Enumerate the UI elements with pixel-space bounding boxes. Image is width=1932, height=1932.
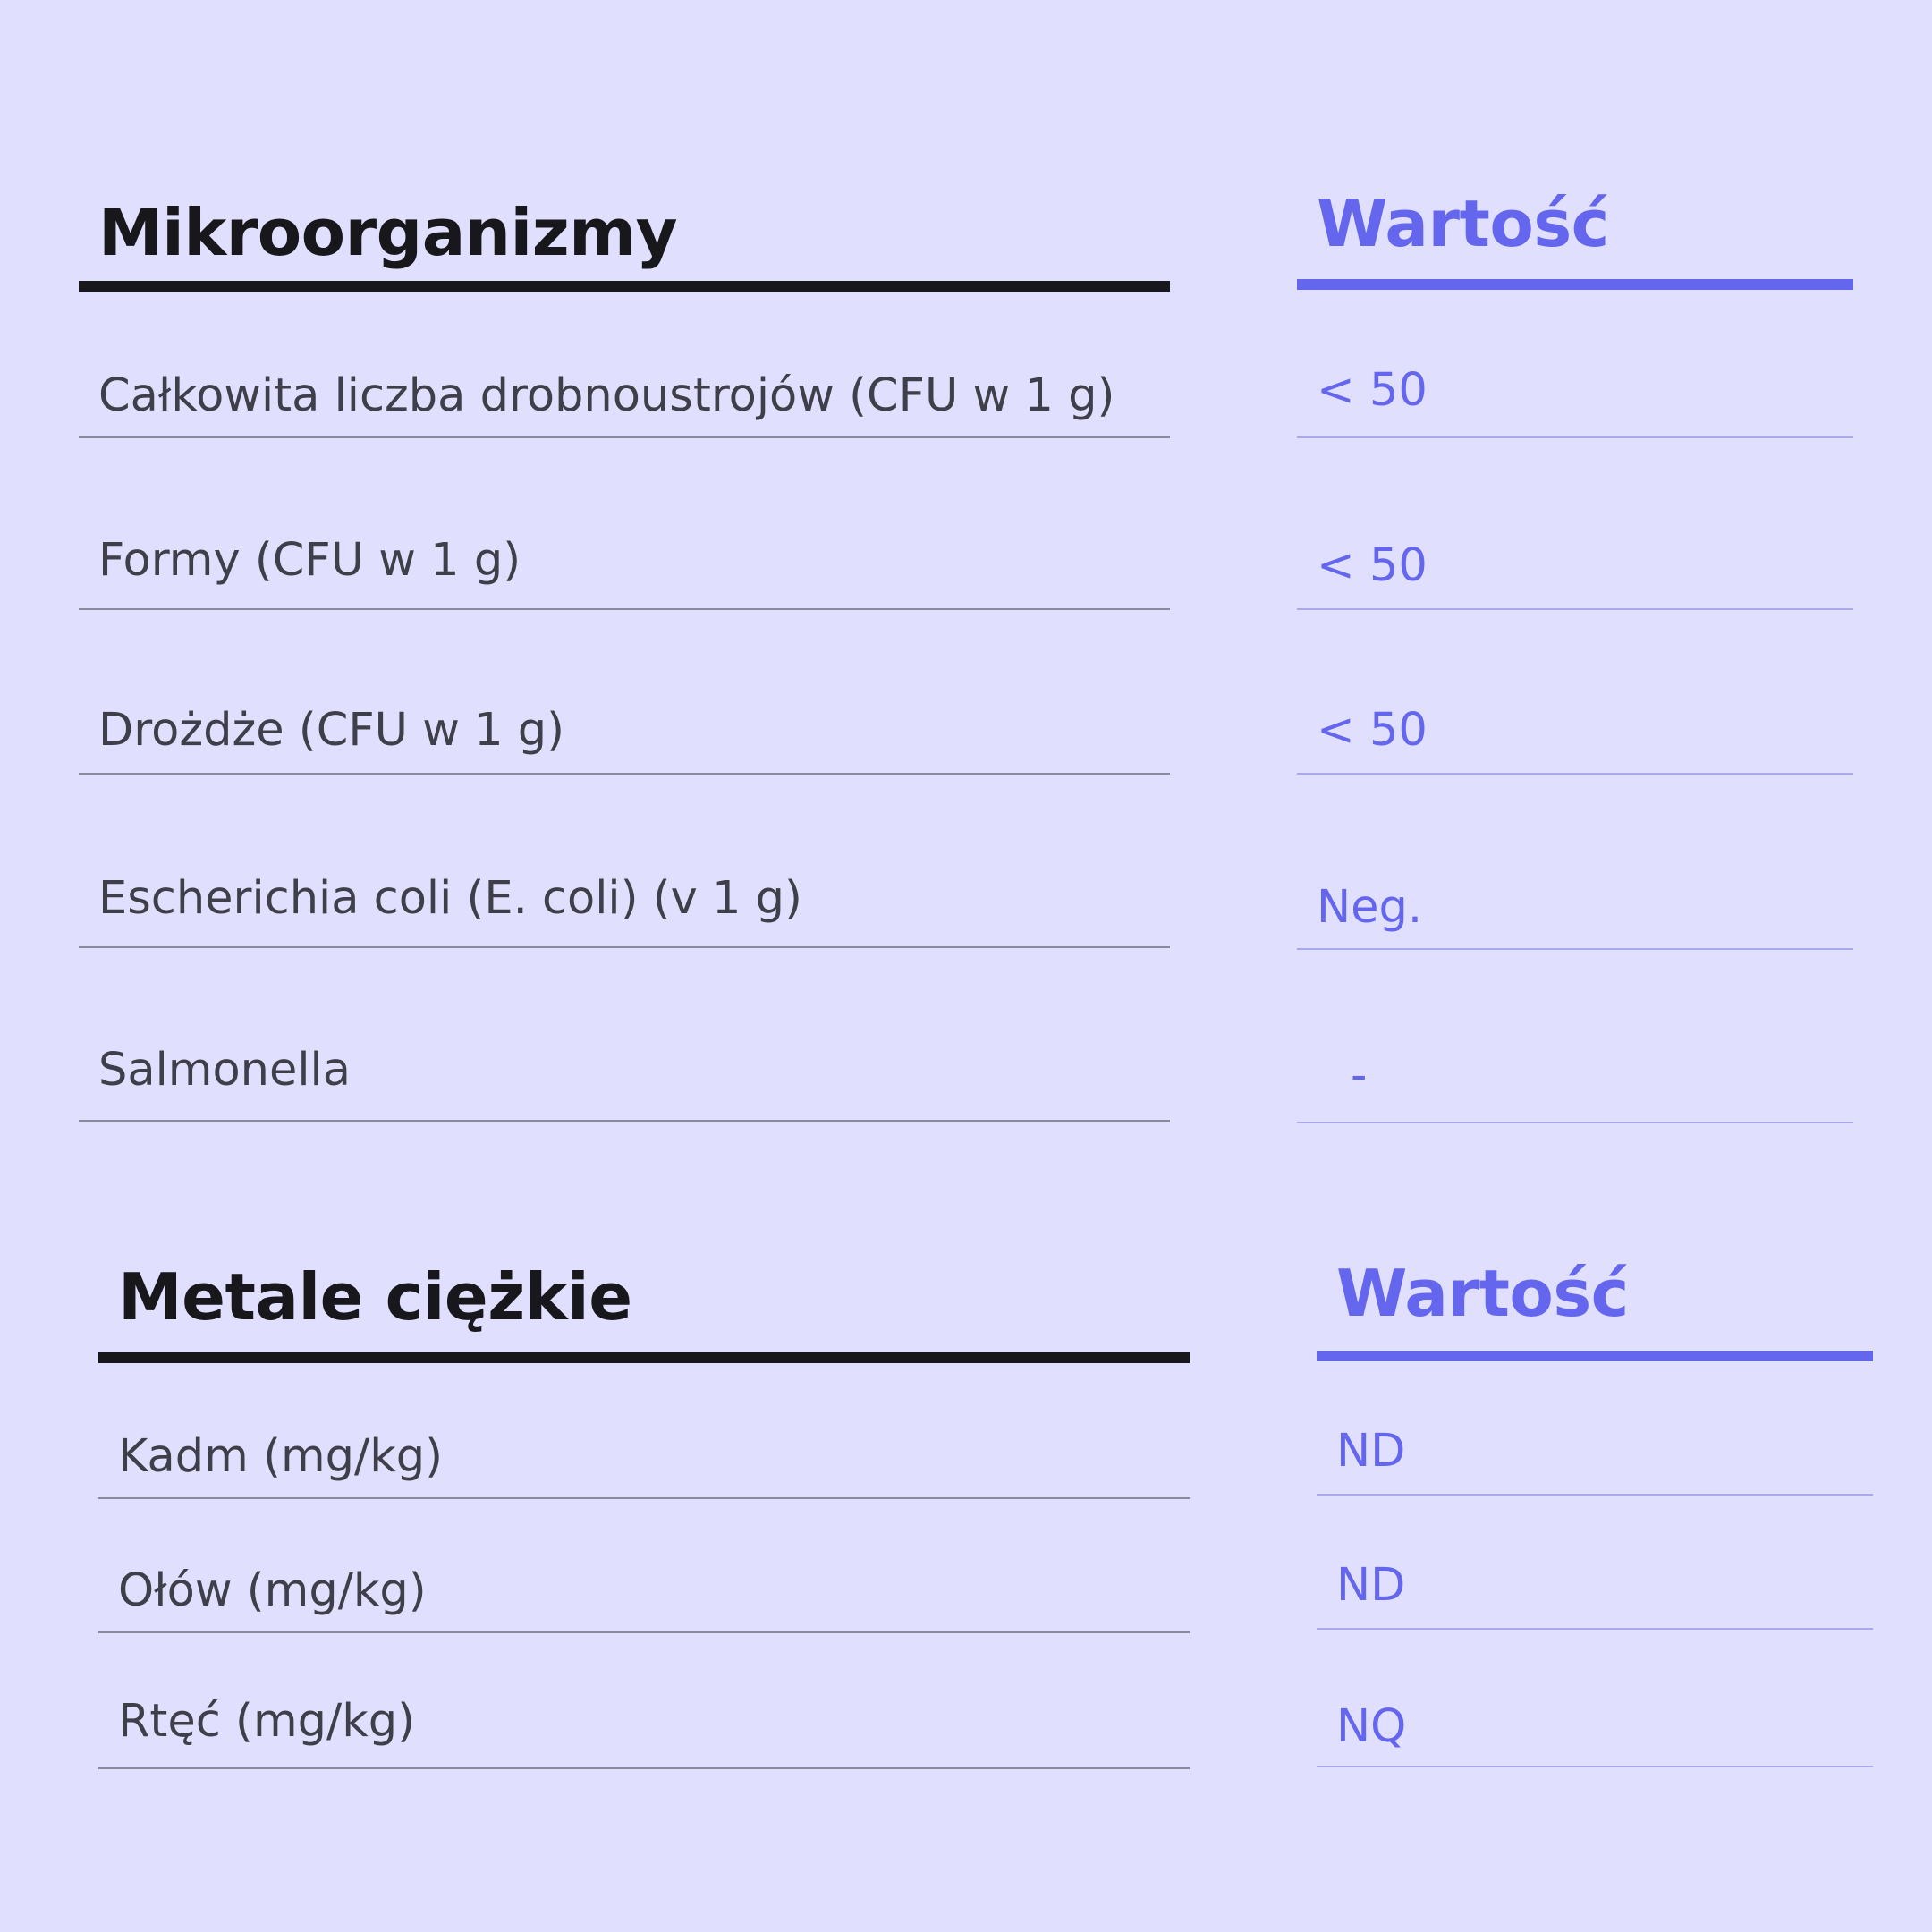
row-value: Neg. <box>1317 881 1423 934</box>
table-row-value <box>1317 1673 1873 1767</box>
row-value: - <box>1351 1049 1368 1102</box>
heavy-metals-title: Metale ciężkie <box>118 1259 632 1335</box>
row-label: Kadm (mg/kg) <box>118 1430 444 1483</box>
table-row-label <box>98 1538 1190 1633</box>
table-row-value <box>1317 1538 1873 1630</box>
heavy-metals-value-header <box>1317 1252 1873 1361</box>
row-value: NQ <box>1336 1700 1407 1753</box>
microorganisms-title: Mikroorganizmy <box>98 195 678 270</box>
row-value: ND <box>1336 1425 1406 1478</box>
row-label: Escherichia coli (E. coli) (v 1 g) <box>98 872 802 925</box>
microorganisms-value-title: Wartość <box>1317 186 1609 261</box>
table-row-value <box>1317 1404 1873 1496</box>
heavy-metals-value-title: Wartość <box>1336 1256 1629 1331</box>
row-value: < 50 <box>1317 364 1428 417</box>
row-label: Rtęć (mg/kg) <box>118 1695 415 1748</box>
row-value: ND <box>1336 1559 1406 1612</box>
row-label: Drożdże (CFU w 1 g) <box>98 704 565 757</box>
table-row-label <box>98 1673 1190 1769</box>
row-value: < 50 <box>1317 539 1428 592</box>
row-label: Ołów (mg/kg) <box>118 1564 427 1617</box>
table-row-label <box>98 1404 1190 1499</box>
row-label: Salmonella <box>98 1044 351 1097</box>
heavy-metals-header <box>98 1252 1190 1363</box>
row-value: < 50 <box>1317 704 1428 757</box>
row-label: Całkowita liczba drobnoustrojów (CFU w 1 g) <box>98 369 1115 422</box>
row-label: Formy (CFU w 1 g) <box>98 534 521 587</box>
